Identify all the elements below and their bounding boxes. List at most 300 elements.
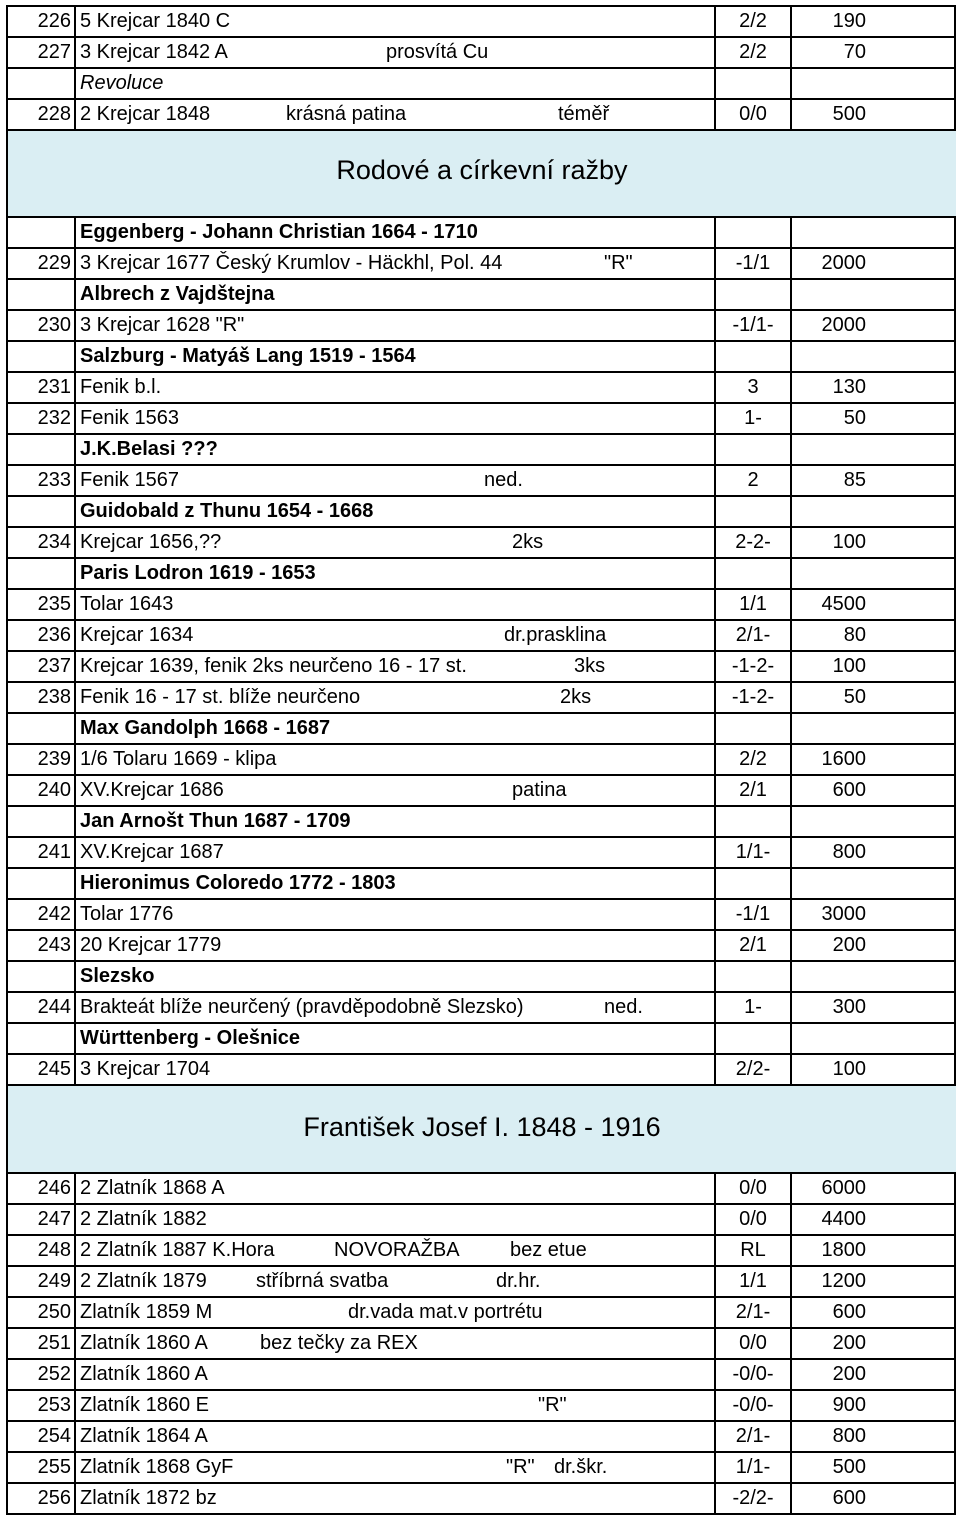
grade-cell [716,1024,792,1053]
group-label [76,807,716,836]
description-text: Krejcar 1639, fenik 2ks neurčeno 16 - 17 st. [80,655,467,677]
price-value: 200 [832,1363,866,1385]
description-text: Zlatník 1860 A [80,1332,208,1354]
description-note: 2ks [560,686,592,708]
lot-description [76,1055,716,1084]
group-label [76,435,716,464]
table-row [8,404,956,435]
price-cell [792,218,956,247]
price-list-table [6,5,956,1515]
grade-cell: 2/1 [716,931,792,960]
description-note: dr.vada mat.v portrétu [348,1301,543,1323]
price-value: 200 [832,934,866,956]
lot-number [8,280,76,309]
price-cell [792,342,956,371]
table-row [8,1174,956,1205]
price-value: 100 [832,1058,866,1080]
description-note: ned. [484,469,523,491]
lot-number: 256 [8,1484,76,1513]
description-text: Jan Arnošt Thun 1687 - 1709 [80,810,351,832]
price-cell [792,838,956,867]
grade-cell [716,280,792,309]
group-label-row [8,1024,956,1055]
price-value: 800 [832,1425,866,1447]
grade-cell: -1/1 [716,900,792,929]
description-text: Zlatník 1864 A [80,1425,208,1447]
description-text: 1/6 Tolaru 1669 - klipa [80,748,277,770]
description-note: krásná patina [286,103,407,125]
description-text: 3 Krejcar 1628 "R" [80,314,245,336]
group-label [76,714,716,743]
price-value: 500 [832,103,866,125]
grade-cell: -1-2- [716,652,792,681]
description-text: Salzburg - Matyáš Lang 1519 - 1564 [80,345,416,367]
description-text: 2 Zlatník 1882 [80,1208,207,1230]
section-heading-row [8,131,956,218]
description-text: Krejcar 1634 [80,624,194,646]
description-note: bez tečky za REX [260,1332,418,1354]
price-value: 600 [832,1301,866,1323]
lot-description [76,931,716,960]
lot-number: 254 [8,1422,76,1451]
lot-number [8,497,76,526]
lot-number: 253 [8,1391,76,1420]
price-cell [792,621,956,650]
grade-cell [716,559,792,588]
grade-cell: 0/0 [716,1174,792,1203]
table-row [8,993,956,1024]
group-label-row [8,559,956,590]
grade-cell: 2/2 [716,7,792,36]
description-text: Hieronimus Coloredo 1772 - 1803 [80,872,396,894]
price-value: 50 [843,407,866,429]
lot-description [76,745,716,774]
lot-number: 239 [8,745,76,774]
price-cell [792,683,956,712]
description-text: Max Gandolph 1668 - 1687 [80,717,331,739]
group-label [76,280,716,309]
lot-number: 231 [8,373,76,402]
group-label-row [8,962,956,993]
price-cell [792,900,956,929]
description-text: 2 Zlatník 1868 A [80,1177,225,1199]
grade-cell [716,69,792,98]
lot-number [8,342,76,371]
lot-number: 238 [8,683,76,712]
description-text: Guidobald z Thunu 1654 - 1668 [80,500,374,522]
grade-cell: 3 [716,373,792,402]
grade-cell: 0/0 [716,100,792,129]
grade-cell: 0/0 [716,1329,792,1358]
table-row [8,1329,956,1360]
table-row [8,311,956,342]
description-text: Brakteát blíže neurčený (pravděpodobně Slezsko) [80,996,524,1018]
lot-number: 247 [8,1205,76,1234]
lot-description [76,404,716,433]
lot-number: 232 [8,404,76,433]
table-row [8,931,956,962]
grade-cell: -1/1 [716,249,792,278]
description-text: Revoluce [80,72,164,94]
grade-cell [716,869,792,898]
grade-cell [716,218,792,247]
price-value: 200 [832,1332,866,1354]
grade-cell: 2/2 [716,745,792,774]
price-cell [792,1453,956,1482]
lot-number: 236 [8,621,76,650]
group-label-row [8,435,956,466]
price-cell [792,1422,956,1451]
price-value: 900 [832,1394,866,1416]
price-value: 800 [832,841,866,863]
lot-number: 245 [8,1055,76,1084]
price-cell [792,1298,956,1327]
price-value: 100 [832,655,866,677]
lot-number [8,435,76,464]
lot-number [8,714,76,743]
description-text: 3 Krejcar 1842 A [80,41,228,63]
grade-cell: 1/1 [716,590,792,619]
group-label [76,1024,716,1053]
price-cell [792,1360,956,1389]
description-text: 5 Krejcar 1840 C [80,10,231,32]
description-text: Tolar 1776 [80,903,174,925]
group-label [76,559,716,588]
price-value: 70 [843,41,866,63]
lot-description [76,838,716,867]
lot-description [76,776,716,805]
grade-cell: 1/1- [716,838,792,867]
lot-number [8,807,76,836]
lot-number [8,1024,76,1053]
lot-number: 250 [8,1298,76,1327]
table-row [8,745,956,776]
price-value: 190 [832,10,866,32]
group-label-row [8,280,956,311]
group-label [76,218,716,247]
price-value: 1600 [821,748,866,770]
price-cell [792,249,956,278]
description-text: Fenik b.l. [80,376,162,398]
price-cell [792,7,956,36]
price-value: 100 [832,531,866,553]
group-label-row [8,497,956,528]
description-text: Slezsko [80,965,155,987]
lot-number: 233 [8,466,76,495]
lot-number [8,869,76,898]
price-cell [792,590,956,619]
grade-cell: 2 [716,466,792,495]
grade-cell: 2/1- [716,621,792,650]
section-heading-row [8,1086,956,1174]
price-cell [792,1267,956,1296]
description-note: dr.prasklina [504,624,607,646]
group-label-row [8,807,956,838]
lot-description [76,38,716,67]
price-value: 2000 [821,252,866,274]
table-row [8,1484,956,1515]
grade-cell: 2/1- [716,1298,792,1327]
lot-description [76,1484,716,1513]
price-value: 1800 [821,1239,866,1261]
grade-cell: -1/1- [716,311,792,340]
lot-description [76,1174,716,1203]
lot-number: 230 [8,311,76,340]
table-row [8,1055,956,1086]
price-value: 4500 [821,593,866,615]
grade-cell [716,342,792,371]
lot-number: 248 [8,1236,76,1265]
description-text: 20 Krejcar 1779 [80,934,222,956]
lot-description [76,1298,716,1327]
grade-cell: 2/1- [716,1422,792,1451]
price-value: 4400 [821,1208,866,1230]
lot-number: 246 [8,1174,76,1203]
price-value: 130 [832,376,866,398]
lot-description [76,900,716,929]
price-cell [792,280,956,309]
price-value: 3000 [821,903,866,925]
table-row [8,1236,956,1267]
table-row [8,621,956,652]
price-cell [792,38,956,67]
price-cell [792,435,956,464]
grade-cell: 1/1- [716,1453,792,1482]
lot-description [76,69,716,98]
lot-number: 237 [8,652,76,681]
description-note: prosvítá Cu [386,41,489,63]
description-note: 3ks [574,655,606,677]
lot-description [76,373,716,402]
price-cell [792,1024,956,1053]
lot-description [76,590,716,619]
lot-description [76,993,716,1022]
group-label-row [8,342,956,373]
price-cell [792,993,956,1022]
table-row [8,590,956,621]
description-text: Krejcar 1656,?? [80,531,222,553]
description-text: XV.Krejcar 1687 [80,841,224,863]
lot-number: 244 [8,993,76,1022]
price-cell [792,466,956,495]
grade-cell [716,807,792,836]
grade-cell: 1- [716,404,792,433]
price-cell [792,745,956,774]
lot-description [76,466,716,495]
lot-number: 252 [8,1360,76,1389]
price-value: 1200 [821,1270,866,1292]
grade-cell: RL [716,1236,792,1265]
table-row [8,683,956,714]
description-note: dr.škr. [554,1456,608,1478]
description-text: Württenberg - Olešnice [80,1027,301,1049]
lot-number [8,218,76,247]
price-cell [792,931,956,960]
table-row [8,466,956,497]
description-text: 3 Krejcar 1704 [80,1058,211,1080]
description-text: Fenik 1567 [80,469,179,491]
lot-number: 228 [8,100,76,129]
table-row [8,528,956,559]
lot-description [76,1236,716,1265]
lot-description [76,1267,716,1296]
price-cell [792,714,956,743]
description-text: Fenik 1563 [80,407,179,429]
description-text: 2 Krejcar 1848 [80,103,211,125]
price-cell [792,807,956,836]
group-label-row [8,69,956,100]
lot-number [8,962,76,991]
description-note: "R" [538,1394,567,1416]
description-text: XV.Krejcar 1686 [80,779,224,801]
price-cell [792,1236,956,1265]
table-row [8,1298,956,1329]
grade-cell: -0/0- [716,1391,792,1420]
group-label-row [8,218,956,249]
price-cell [792,100,956,129]
lot-description [76,7,716,36]
lot-description [76,528,716,557]
group-label [76,869,716,898]
description-note: stříbrná svatba [256,1270,389,1292]
description-text: J.K.Belasi ??? [80,438,218,460]
lot-number: 229 [8,249,76,278]
description-text: Zlatník 1872 bz [80,1487,217,1509]
lot-number: 249 [8,1267,76,1296]
lot-number: 242 [8,900,76,929]
description-text: Zlatník 1859 M [80,1301,213,1323]
lot-number: 241 [8,838,76,867]
lot-number: 235 [8,590,76,619]
section-heading: František Josef I. 1848 - 1916 [303,1112,661,1142]
group-label-row [8,714,956,745]
description-note: NOVORAŽBA [334,1239,460,1261]
table-row [8,1391,956,1422]
table-row [8,249,956,280]
group-label [76,342,716,371]
description-note: 2ks [512,531,544,553]
lot-number [8,559,76,588]
grade-cell: 2/2 [716,38,792,67]
description-note: patina [512,779,567,801]
price-value: 600 [832,779,866,801]
lot-description [76,249,716,278]
lot-number [8,69,76,98]
table-row [8,1205,956,1236]
price-cell [792,1329,956,1358]
group-label [76,497,716,526]
grade-cell: -1-2- [716,683,792,712]
table-row [8,1422,956,1453]
price-cell [792,869,956,898]
price-cell [792,1391,956,1420]
section-heading: Rodové a církevní ražby [336,155,628,185]
lot-description [76,1422,716,1451]
table-row [8,900,956,931]
description-text: 2 Zlatník 1887 K.Hora [80,1239,275,1261]
lot-number: 234 [8,528,76,557]
grade-cell: 1- [716,993,792,1022]
description-text: Zlatník 1860 E [80,1394,209,1416]
description-note: bez etue [510,1239,587,1261]
table-row [8,373,956,404]
table-row [8,652,956,683]
lot-description [76,1453,716,1482]
grade-cell: 0/0 [716,1205,792,1234]
lot-number: 243 [8,931,76,960]
description-text: Albrech z Vajdštejna [80,283,275,305]
price-value: 80 [843,624,866,646]
price-cell [792,962,956,991]
lot-description [76,621,716,650]
grade-cell [716,435,792,464]
grade-cell: 2-2- [716,528,792,557]
price-cell [792,559,956,588]
description-text: Zlatník 1860 A [80,1363,208,1385]
table-row [8,838,956,869]
lot-number: 255 [8,1453,76,1482]
group-label [76,962,716,991]
lot-description [76,1391,716,1420]
grade-cell: 2/1 [716,776,792,805]
description-note: ned. [604,996,643,1018]
price-value: 300 [832,996,866,1018]
lot-description [76,1360,716,1389]
description-text: Paris Lodron 1619 - 1653 [80,562,316,584]
table-row [8,38,956,69]
price-cell [792,404,956,433]
description-text: Tolar 1643 [80,593,174,615]
lot-number: 226 [8,7,76,36]
price-cell [792,1205,956,1234]
description-text: Zlatník 1868 GyF [80,1456,234,1478]
description-note: dr.hr. [496,1270,541,1292]
table-row [8,7,956,38]
lot-number: 227 [8,38,76,67]
lot-description [76,311,716,340]
grade-cell: 1/1 [716,1267,792,1296]
price-cell [792,1484,956,1513]
table-row [8,100,956,131]
price-value: 50 [843,686,866,708]
price-value: 600 [832,1487,866,1509]
description-text: 2 Zlatník 1879 [80,1270,207,1292]
lot-description [76,1329,716,1358]
table-row [8,1267,956,1298]
description-note: "R" [506,1456,535,1478]
lot-description [76,100,716,129]
table-row [8,776,956,807]
price-cell [792,497,956,526]
description-note: "R" [604,252,633,274]
table-row [8,1453,956,1484]
price-cell [792,528,956,557]
lot-number: 240 [8,776,76,805]
price-cell [792,1055,956,1084]
price-cell [792,311,956,340]
grade-cell [716,714,792,743]
price-cell [792,69,956,98]
description-text: 3 Krejcar 1677 Český Krumlov - Häckhl, Pol. 44 [80,252,503,274]
grade-cell [716,962,792,991]
lot-description [76,652,716,681]
description-text: Fenik 16 - 17 st. blíže neurčeno [80,686,361,708]
lot-number: 251 [8,1329,76,1358]
lot-description [76,683,716,712]
table-row [8,1360,956,1391]
lot-description [76,1205,716,1234]
description-text: Eggenberg - Johann Christian 1664 - 1710 [80,221,478,243]
